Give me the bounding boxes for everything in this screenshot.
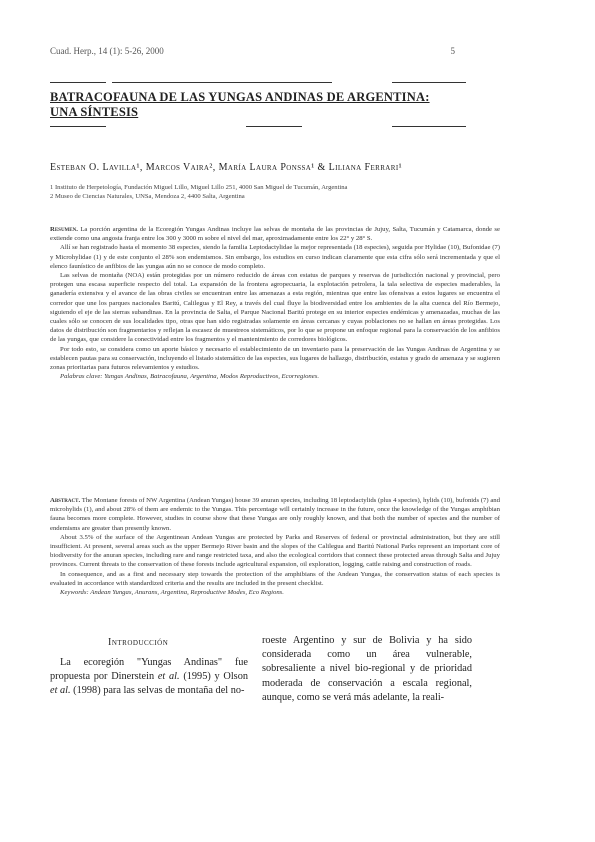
header-rule-mid	[112, 82, 332, 83]
header-rule-left	[50, 82, 106, 83]
abstract-label: Abstract.	[50, 497, 81, 504]
intro-text-1: La ecoregión "Yungas Andinas" fue propuesta por Dinerstein	[50, 657, 248, 683]
affiliation-2: 2 Museo de Ciencias Naturales, UNSa, Mendoza 2, 4400 Salta, Argentina	[50, 193, 245, 200]
running-head: Cuad. Herp., 14 (1): 5-26, 2000	[50, 46, 164, 56]
title-rule-right	[392, 126, 466, 127]
resumen-paragraph-2: Allí se han registrado hasta el momento 38 especies, siendo la familia Leptodactylidae la mejor representada (18 especies), seguida por Hylidae (10), Bufonidae (7) y Microhylidae (1) y de este conjunto el 28% son endemismos. Sin embargo, los estudios en curso indican claramente que esta cifra sólo será incrementada y que el elenco faunístico de anfibios de las yungas aún no se conoce de modo completo.	[50, 244, 500, 270]
intro-etal-2: et al.	[50, 685, 71, 697]
title-line-1: BATRACOFAUNA DE LAS YUNGAS ANDINAS DE ARGENTINA:	[50, 90, 430, 104]
author-list: Esteban O. Lavilla¹, Marcos Vaira², María Laura Ponssa¹ & Liliana Ferrari¹	[50, 162, 402, 173]
introduction-left-column	[50, 656, 248, 699]
resumen-block	[50, 225, 500, 381]
title-line-2: UNA SÍNTESIS	[50, 105, 139, 119]
affiliations	[50, 183, 490, 201]
resumen-label: Resumen.	[50, 226, 78, 233]
intro-text-3: (1998) para las selvas de montaña del no-	[70, 685, 245, 697]
header-rule-right	[392, 82, 466, 83]
abstract-paragraph-1	[50, 496, 500, 533]
introduction-heading: Introducción	[108, 637, 169, 648]
keywords: Keywords: Andean Yungas, Anurans, Argentina, Reproductive Modes, Eco Regions.	[60, 589, 284, 597]
intro-etal-1: et al.	[157, 671, 180, 683]
introduction-right-column: roeste Argentino y sur de Bolivia y ha sido considerada como un área vulnerable, sobresaliente a nivel bio-regional y de prioridad moderada de conservación a escala regional, aunque, como se verá más adelante, la reali-	[262, 635, 472, 703]
palabras-clave: Palabras clave: Yungas Andinas, Batracofauna, Argentina, Modos Reproductivos, Ecorregiones.	[60, 373, 319, 381]
resumen-text-1: La porción argentina de la Ecoregión Yungas Andinas incluye las selvas de montaña de las provincias de Jujuy, Salta, Tucumán y Catamarca, donde se extiende como una angosta franja entre los 300 y 3000 m sobre el nivel del mar, aproximadamente entre los 22° y 28° S.	[50, 226, 500, 243]
paper-title	[50, 90, 470, 120]
resumen-paragraph-1	[50, 225, 500, 243]
resumen-paragraph-3: Las selvas de montaña (NOA) están protegidas por un número reducido de áreas con estatus de parques y reservas de jurisdicción nacional y provincial, pero protegen una escasa superficie respecto del total. La expansión de la frontera agropecuaria, la explotación petrolera, la tala selectiva de especies maderables, la ganadería extensiva y el avance de las obras civiles se encuentran entre las amenazas a esta región, mientras que entre las ofensivas a estos lugares se encuentra el corredor que une los parques nacionales Baritú, Calilegua y El Rey, a través del cual fluye la biodiversidad entre los ambientes de la alta cuenca del Río Bermejo, siguiendo el eje de las sierras subandinas. En la provincia de Salta, el Parque Nacional Baritú protege en su interior especies endémicas y amenazadas, muchas de las cuales sólo se conocen de sus localidades tipo, otras que han sido registradas solamente en áreas cercanas y cuyas poblaciones no se hallan en áreas protegidas. Los datos de distribución son fragmentarios y reflejan la escasez de muestreos sistemáticos, por lo que se propone un enfoque regional para la conservación de los anfibios de las yungas, que considere la conectividad entre los fragmentos y el mantenimiento de corredores biológicos.	[50, 272, 500, 344]
abstract-text-1: The Montane forests of NW Argentina (Andean Yungas) house 39 anuran species, including 18 leptodactylids (plus 4 species), hylids (10), bufonids (7) and microhylids (1), and about 28% of them are endemic to the Yungas. This percentage will certainly increase in the future, once the knowledge of the Yungas amphibian fauna becomes more complete. However, studies in course show that these Yungas are only roughly known, and that both the number of species and the number of endemisms are greater than presently known.	[50, 497, 500, 532]
title-rule-mid	[246, 126, 302, 127]
title-rule-left	[50, 126, 106, 127]
page-number: 5	[450, 46, 455, 56]
abstract-block	[50, 496, 500, 597]
intro-text-2: (1995) y Olson	[179, 671, 248, 683]
abstract-paragraph-2: About 3.5% of the surface of the Argentinean Andean Yungas are protected by Parks and Reserves of federal or provincial administration, but they are still insufficient. At present, several areas such as the upper Bermejo River basin and the slopes of the Calilegua and Baritú National Parks represent an important core of biodiversity for the anuran species, including rare and range restricted taxa, and also the ecological corridors that connect these protected areas through Salta and Jujuy provinces. Current threats to the conservation of these forests include agricultural expansion, oil exploration, logging, cattle raising and construction of roads.	[50, 533, 500, 569]
resumen-paragraph-4: Por todo esto, se considera como un aporte básico y necesario el establecimiento de un inventario para la preservación de las Yungas Andinas de Argentina y se establecen pautas para su conservación, incluyendo el listado sistemático de las especies, sus lugares de hallazgo, distribución, estatus y grado de amenaza y se sugieren zonas prioritarias para futuros relevamientos y estudios.	[50, 345, 500, 372]
abstract-paragraph-3: In consequence, and as a first and necessary step towards the protection of the amphibians of the Andean Yungas, the conservation status of each species is evaluated in accordance with standardized criteria and the results are included in the present checklist.	[50, 570, 500, 587]
affiliation-1: 1 Instituto de Herpetología, Fundación Miguel Lillo, Miguel Lillo 251, 4000 San Miguel de Tucumán, Argentina	[50, 184, 348, 191]
